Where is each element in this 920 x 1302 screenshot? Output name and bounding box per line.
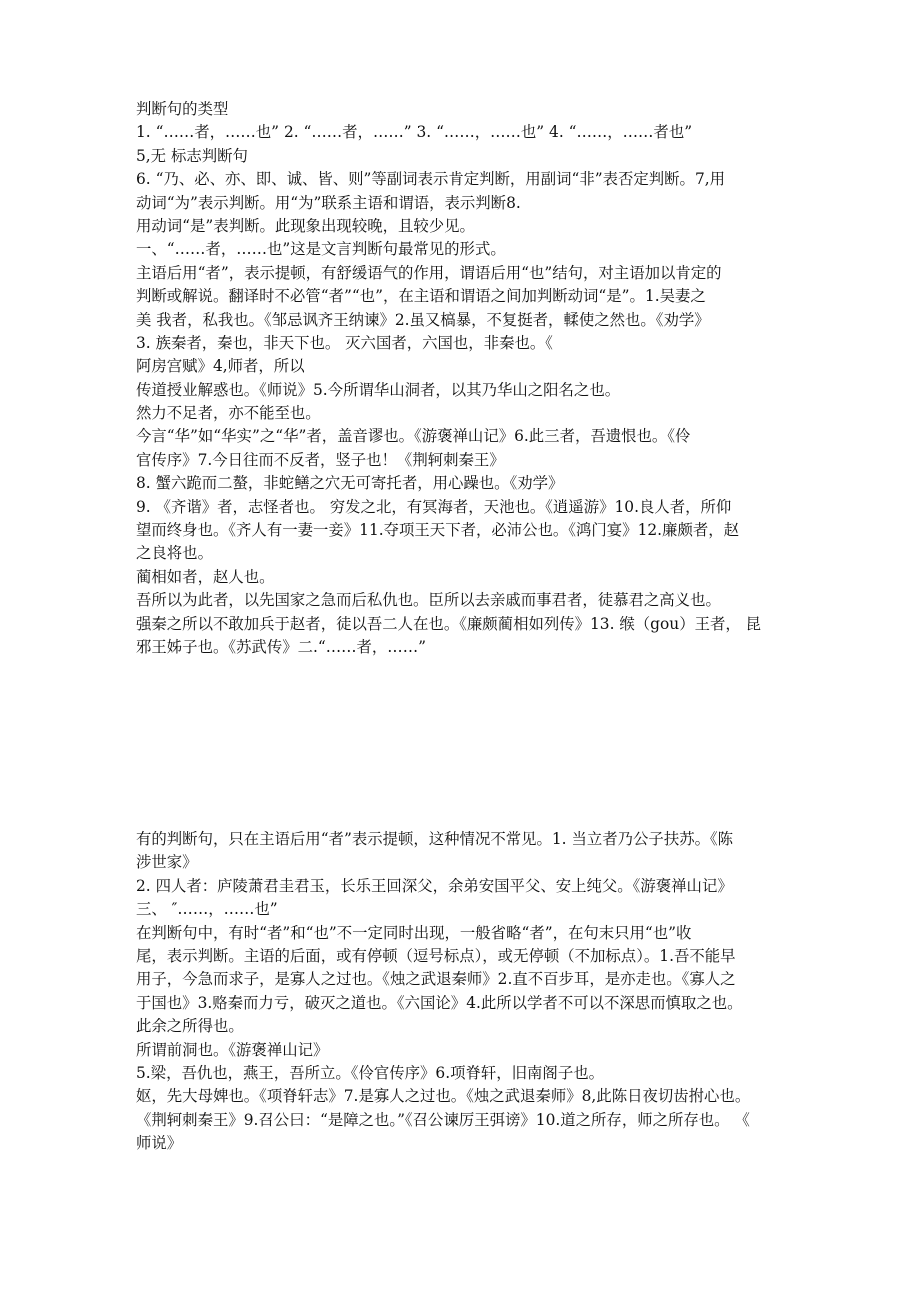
text-line: 官传序》7.今日往而不反者，竖子也！《荆轲刺秦王》 xyxy=(136,450,505,469)
text-line: 用子，今急而求子，是寡人之过也。《烛之武退秦师》2.直不百步耳，是亦走也。《寡人之 xyxy=(136,970,736,989)
text-line: 5,无 标志判断句 xyxy=(136,146,248,165)
text-line: 用动词“是”表判断。此现象出现较晚，且较少见。 xyxy=(136,216,475,235)
text-line: 一、“……者，……也”这是文言判断句最常见的形式。 xyxy=(136,240,506,259)
text-line: 判断句的类型 xyxy=(136,100,229,118)
text-line: 此余之所得也。 xyxy=(136,1017,244,1036)
text-line: 之良将也。 xyxy=(136,544,213,563)
text-line: 涉世家》 xyxy=(136,853,198,872)
text-line: 师说》 xyxy=(136,1134,183,1153)
text-line: 阿房宫赋》4,师者，所以 xyxy=(136,357,305,376)
text-line: 1. “……者，……也” 2. “……者，……” 3. “……，……也” 4. “……，……者也” xyxy=(136,123,693,142)
section-2 xyxy=(136,828,800,1155)
text-line: 《荆轲刺秦王》9.召公曰：“是障之也。”《召公谏厉王弭谤》10.道之所存，师之所存也。 《 xyxy=(136,1110,750,1129)
text-line: 妪，先大母婢也。《项脊轩志》7.是寡人之过也。《烛之武退秦师》8,此陈日夜切齿拊心也。 xyxy=(136,1087,751,1106)
text-line: 蔺相如者，赵人也。 xyxy=(136,567,275,586)
text-line: 5.梁，吾仇也，燕王，吾所立。《伶官传序》6.项脊轩，旧南阁子也。 xyxy=(136,1063,604,1082)
text-line: 今言“华”如“华实”之“华”者，盖音谬也。《游褒禅山记》6.此三者，吾遗恨也。《伶 xyxy=(136,427,691,446)
text-line: 尾，表示判断。主语的后面，或有停顿（逗号标点），或无停顿（不加标点）。1.吾不能早 xyxy=(136,946,736,965)
text-line: 吾所以为此者，以先国家之急而后私仇也。臣所以去亲戚而事君者，徒慕君之高义也。 xyxy=(136,591,721,610)
text-line: 8. 蟹六跪而二螯，非蛇鳝之穴无可寄托者，用心躁也。《劝学》 xyxy=(136,474,564,493)
text-line: 3. 族秦者，秦也，非天下也。 灭六国者，六国也，非秦也。《 xyxy=(136,333,553,352)
text-line: 9. 《齐谐》者，志怪者也。 穷发之北，有冥海者，天池也。《逍遥游》10.良人者，所仰 xyxy=(136,497,732,516)
text-line: 6. “乃、必、亦、即、诚、皆、则”等副词表示肯定判断，用副词“非”表否定判断。7,用 xyxy=(136,170,726,189)
text-line: 于国也》3.赂秦而力亏，破灭之道也。《六国论》4.此所以学者不可以不深思而慎取之也。 xyxy=(136,993,743,1012)
text-line: 邪王姊子也。《苏武传》二.“……者，……” xyxy=(136,637,426,656)
text-line: 主语后用“者”，表示提顿，有舒缓语气的作用，谓语后用“也”结句，对主语加以肯定的 xyxy=(136,263,722,282)
text-line: 判断或解说。翻译时不必管“者”“也”，在主语和谓语之间加判断动词“是”。1.吴妻之 xyxy=(136,287,706,306)
text-line: 所谓前洞也。《游褒禅山记》 xyxy=(136,1040,329,1059)
text-line: 传道授业解惑也。《师说》5.今所谓华山洞者，以其乃华山之阳名之也。 xyxy=(136,380,621,399)
text-line: 美 我者，私我也。《邹忌讽齐王纳谏》2.虽又槁暴，不复挺者，輮使之然也。《劝学》 xyxy=(136,310,710,329)
text-line: 然力不足者，亦不能至也。 xyxy=(136,404,321,423)
text-line: 望而终身也。《齐人有一妻一妾》11.夺项王天下者，必沛公也。《鸿门宴》12.廉颇者，赵 xyxy=(136,521,740,540)
text-line: 2. 四人者：庐陵萧君圭君玉，长乐王回深父，余弟安国平父、安上纯父。《游褒禅山记》 xyxy=(136,876,733,895)
text-line: 强秦之所以不敢加兵于赵者，徒以吾二人在也。《廉颇蔺相如列传》13. 缑（gou）王者， 昆 xyxy=(136,614,762,633)
text-line: 动词“为”表示判断。用“为”联系主语和谓语，表示判断8. xyxy=(136,193,521,212)
text-line: 有的判断句，只在主语后用“者”表示提顿，这种情况不常见。1. 当立者乃公子扶苏。《陈 xyxy=(136,830,734,848)
text-line: 在判断句中，有时“者”和“也”不一定同时出现，一般省略“者”，在句末只用“也”收 xyxy=(136,923,692,942)
section-1 xyxy=(136,98,800,659)
text-line: 三、 ″……，……也” xyxy=(136,900,278,919)
